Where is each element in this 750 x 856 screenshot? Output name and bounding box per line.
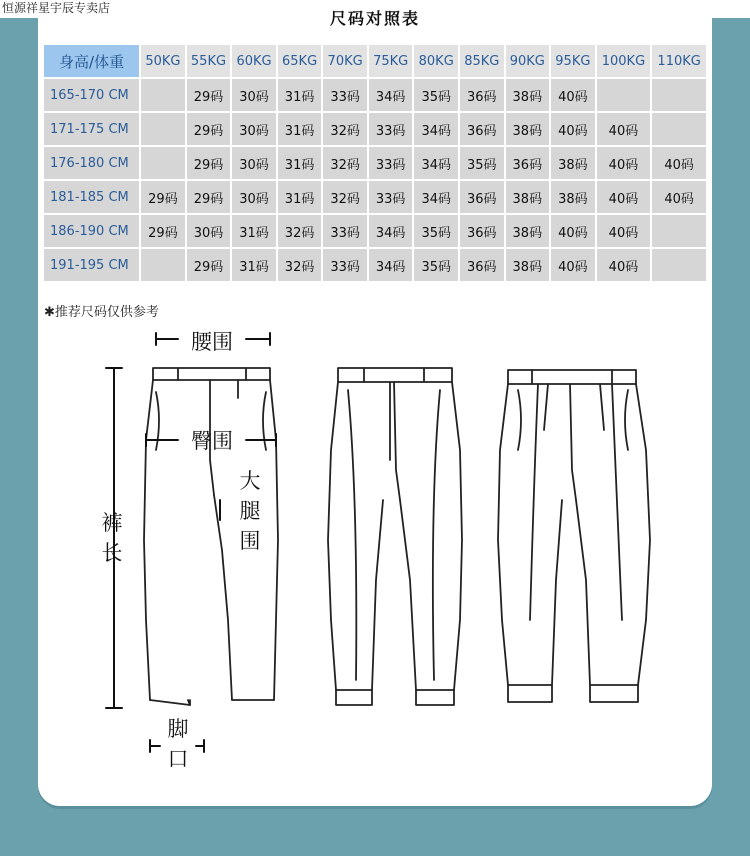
size-cell [651,248,707,282]
size-cell: 36码 [459,78,505,112]
weight-header: 50KG [140,44,186,78]
size-cell [140,112,186,146]
size-cell: 29码 [186,248,232,282]
size-cell [140,146,186,180]
weight-header: 55KG [186,44,232,78]
size-cell: 38码 [505,248,551,282]
size-cell: 30码 [231,146,277,180]
size-cell: 40码 [550,214,596,248]
table-row [43,214,707,248]
thigh-label-1: 大 [239,469,261,493]
size-cell: 30码 [186,214,232,248]
size-cell: 34码 [368,248,414,282]
weight-header: 100KG [596,44,652,78]
size-cell [651,112,707,146]
size-cell: 38码 [505,180,551,214]
size-cell: 38码 [505,78,551,112]
weight-header: 65KG [277,44,323,78]
corner-header: 身高/体重 [43,44,140,78]
size-cell: 31码 [277,146,323,180]
size-cell: 31码 [277,180,323,214]
size-cell: 38码 [550,146,596,180]
hem-label-2: 口 [167,747,189,771]
size-cell [140,248,186,282]
size-cell: 34码 [413,146,459,180]
size-cell: 34码 [413,112,459,146]
size-cell: 32码 [277,248,323,282]
size-cell: 31码 [231,214,277,248]
table-row [43,146,707,180]
height-range: 186-190 CM [43,214,140,248]
weight-header: 75KG [368,44,414,78]
pants-pleated [498,370,650,702]
size-table [42,43,708,283]
size-cell: 35码 [413,248,459,282]
size-cell: 36码 [459,180,505,214]
table-row [43,180,707,214]
hem-label-1: 脚 [167,717,189,741]
size-cell: 32码 [322,180,368,214]
size-cell: 38码 [505,214,551,248]
size-cell: 40码 [550,78,596,112]
size-cell: 40码 [596,112,652,146]
size-cell: 40码 [596,180,652,214]
size-cell: 33码 [368,146,414,180]
thigh-label-2: 腿 [239,499,261,523]
size-cell: 40码 [651,146,707,180]
size-cell: 33码 [322,214,368,248]
size-cell [651,78,707,112]
size-cell: 36码 [459,214,505,248]
size-cell: 31码 [231,248,277,282]
height-range: 191-195 CM [43,248,140,282]
size-cell [651,214,707,248]
pants-front-plain [328,368,462,705]
size-cell: 33码 [368,180,414,214]
weight-header: 95KG [550,44,596,78]
table-row [43,78,707,112]
height-range: 165-170 CM [43,78,140,112]
pants-illustration [38,320,712,790]
weight-header: 90KG [505,44,551,78]
weight-header: 80KG [413,44,459,78]
size-cell: 32码 [322,146,368,180]
size-cell: 35码 [413,214,459,248]
size-cell: 35码 [459,146,505,180]
size-cell: 34码 [368,214,414,248]
hip-label: 臀围 [191,429,233,453]
size-cell: 40码 [651,180,707,214]
reference-note: ✱推荐尺码仅供参考 [44,305,159,320]
thigh-label-3: 围 [239,529,261,553]
height-range: 181-185 CM [43,180,140,214]
size-cell: 29码 [186,112,232,146]
size-cell: 32码 [322,112,368,146]
size-cell: 36码 [459,248,505,282]
size-cell: 29码 [186,146,232,180]
size-cell: 33码 [368,112,414,146]
weight-header-row [43,44,707,78]
size-cell: 30码 [231,180,277,214]
weight-header: 85KG [459,44,505,78]
size-cell [596,78,652,112]
size-cell [140,78,186,112]
size-cell: 33码 [322,78,368,112]
size-chart-card [38,0,712,806]
size-cell: 36码 [505,146,551,180]
height-range: 176-180 CM [43,146,140,180]
size-cell: 31码 [277,112,323,146]
size-cell: 31码 [277,78,323,112]
weight-header: 60KG [231,44,277,78]
pants-diagram [38,320,712,790]
size-cell: 40码 [596,248,652,282]
size-cell: 40码 [550,248,596,282]
chart-title: 尺码对照表 [329,9,420,28]
size-cell: 40码 [596,214,652,248]
weight-header: 70KG [322,44,368,78]
size-cell: 29码 [186,78,232,112]
weight-header: 110KG [651,44,707,78]
size-cell: 29码 [140,214,186,248]
size-cell: 38码 [505,112,551,146]
store-watermark: 恒源祥星宇辰专卖店 [0,0,116,17]
table-row [43,248,707,282]
length-label-1: 裤 [101,511,123,535]
size-cell: 29码 [140,180,186,214]
size-cell: 30码 [231,112,277,146]
size-cell: 30码 [231,78,277,112]
size-cell: 40码 [596,146,652,180]
length-label-2: 长 [101,541,123,565]
size-cell: 32码 [277,214,323,248]
size-cell: 29码 [186,180,232,214]
height-range: 171-175 CM [43,112,140,146]
size-cell: 40码 [550,112,596,146]
size-cell: 38码 [550,180,596,214]
size-cell: 35码 [413,78,459,112]
size-cell: 34码 [368,78,414,112]
size-cell: 36码 [459,112,505,146]
waist-label: 腰围 [191,330,233,354]
size-cell: 33码 [322,248,368,282]
size-cell: 34码 [413,180,459,214]
table-row [43,112,707,146]
